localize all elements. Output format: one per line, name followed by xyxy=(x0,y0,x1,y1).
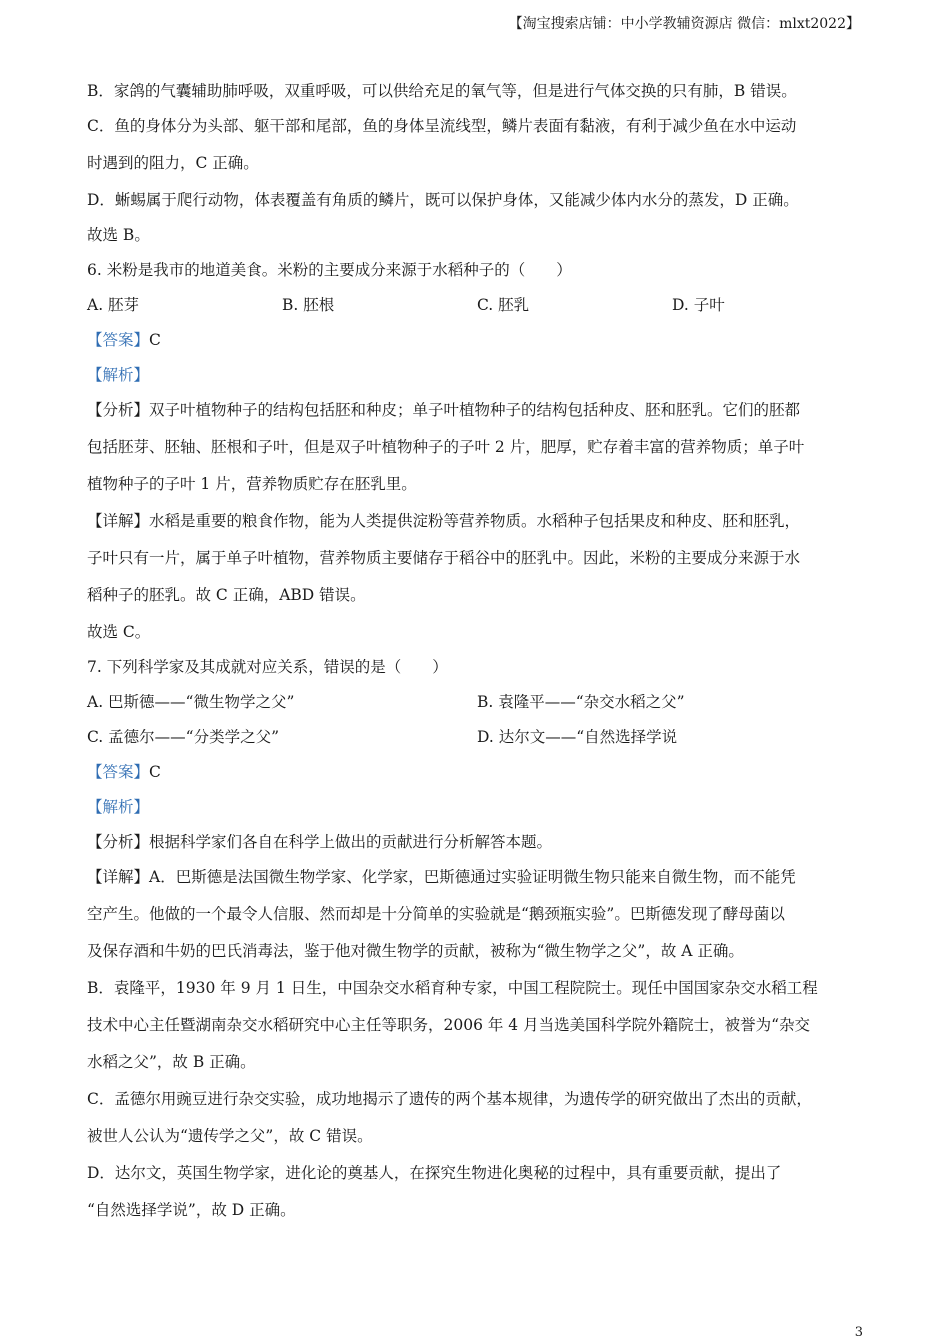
q6-answer xyxy=(87,327,867,362)
q6-conclusion: 故选 C。 xyxy=(87,623,151,641)
q7-option-a: A. 巴斯德——“微生物学之父” xyxy=(87,693,295,711)
q7-xiangjie-a-line2: 空产生。他做的一个最令人信服、然而却是十分简单的实验就是“鹅颈瓶实验”。巴斯德发现了酵母菌以 xyxy=(87,905,785,923)
q6-xiangjie-line2: 子叶只有一片，属于单子叶植物，营养物质主要储存于稻谷中的胚乳中。因此，米粉的主要成分来源于水 xyxy=(87,549,801,567)
answer-value: C xyxy=(149,331,161,349)
q7-xiangjie-b-line2: 技术中心主任暨湖南杂交水稻研究中心主任等职务，2006 年 4 月当选美国科学院外籍院士，被誉为“杂交 xyxy=(87,1016,811,1034)
fenxi-text: 根据科学家们各自在科学上做出的贡献进行分析解答本题。 xyxy=(149,833,553,851)
q7-option-b: B. 袁隆平——“杂交水稻之父” xyxy=(477,693,685,711)
q7-xiangjie-d-line2: “自然选择学说”，故 D 正确。 xyxy=(87,1201,296,1219)
page-number: 3 xyxy=(854,1325,863,1340)
q7-analysis-tag: 【解析】 xyxy=(87,798,150,816)
q7-answer xyxy=(87,759,867,794)
q5-conclusion: 故选 B。 xyxy=(87,226,150,244)
xiangjie-text: A．巴斯德是法国微生物学家、化学家，巴斯德通过实验证明微生物只能来自微生物，而不能凭 xyxy=(149,868,796,886)
q6-option-a: A. 胚芽 xyxy=(87,296,140,314)
q6-option-b: B. 胚根 xyxy=(282,296,335,314)
xiangjie-text: 水稻是重要的粮食作物，能为人类提供淀粉等营养物质。水稻种子包括果皮和种皮、胚和胚乳， xyxy=(149,512,801,530)
q7-xiangjie-c-line1: C．孟德尔用豌豆进行杂交实验，成功地揭示了遗传的两个基本规律，为遗传学的研究做出了杰出的贡献， xyxy=(87,1090,812,1108)
answer-tag: 【答案】 xyxy=(87,763,150,781)
q7-xiangjie-a-line3: 及保存酒和牛奶的巴氏消毒法，鉴于他对微生物学的贡献，被称为“微生物学之父”，故 A 正确。 xyxy=(87,942,744,960)
q6-analysis-tag: 【解析】 xyxy=(87,366,150,384)
answer-tag: 【答案】 xyxy=(87,331,150,349)
q7-xiangjie-b-line3: 水稻之父”，故 B 正确。 xyxy=(87,1053,256,1071)
q7-xiangjie-b-line1: B．袁隆平，1930 年 9 月 1 日生，中国杂交水稻育种专家，中国工程院院士。现任中国国家杂交水稻工程 xyxy=(87,979,818,997)
q7-xiangjie-d-line1: D．达尔文，英国生物学家，进化论的奠基人，在探究生物进化奥秘的过程中，具有重要贡献，提出了 xyxy=(87,1164,782,1182)
q7-options-row2 xyxy=(87,724,867,759)
q6-stem: 6. 米粉是我市的地道美食。米粉的主要成分来源于水稻种子的（ ） xyxy=(87,261,572,279)
q5-option-d-explanation: D．蜥蜴属于爬行动物，体表覆盖有角质的鳞片，既可以保护身体，又能减少体内水分的蒸发，D 正确。 xyxy=(87,191,799,209)
q6-fenxi-line2: 包括胚芽、胚轴、胚根和子叶，但是双子叶植物种子的子叶 2 片，肥厚，贮存着丰富的营养物质；单子叶 xyxy=(87,438,805,456)
q7-xiangjie-a-line1 xyxy=(87,864,867,901)
fenxi-tag: 【分析】 xyxy=(87,401,150,419)
answer-value: C xyxy=(149,763,161,781)
xiangjie-tag: 【详解】 xyxy=(87,512,150,530)
q6-fenxi-line1 xyxy=(87,397,867,434)
q5-option-c-explanation-line2: 时遇到的阻力，C 正确。 xyxy=(87,154,259,172)
q7-xiangjie-c-line2: 被世人公认为“遗传学之父”，故 C 错误。 xyxy=(87,1127,373,1145)
q7-option-d: D. 达尔文——“自然选择学说 xyxy=(477,728,678,746)
q7-stem: 7. 下列科学家及其成就对应关系，错误的是（ ） xyxy=(87,658,448,676)
xiangjie-tag: 【详解】 xyxy=(87,868,150,886)
q5-option-b-explanation: B．家鸽的气囊辅助肺呼吸，双重呼吸，可以供给充足的氧气等，但是进行气体交换的只有肺，B 错误。 xyxy=(87,82,797,100)
fenxi-tag: 【分析】 xyxy=(87,833,150,851)
q6-options xyxy=(87,292,867,327)
q6-xiangjie-line3: 稻种子的胚乳。故 C 正确，ABD 错误。 xyxy=(87,586,366,604)
q6-option-c: C. 胚乳 xyxy=(477,296,530,314)
page-header: 【淘宝搜索店铺：中小学教辅资源店 微信：mlxt2022】 xyxy=(508,16,860,32)
fenxi-text: 双子叶植物种子的结构包括胚和种皮；单子叶植物种子的结构包括种皮、胚和胚乳。它们的胚都 xyxy=(149,401,801,419)
q7-options-row1 xyxy=(87,689,867,724)
q6-xiangjie-line1 xyxy=(87,508,867,545)
q7-fenxi xyxy=(87,829,867,864)
q7-option-c: C. 孟德尔——“分类学之父” xyxy=(87,728,280,746)
page-content xyxy=(87,78,867,1234)
q5-option-c-explanation-line1: C．鱼的身体分为头部、躯干部和尾部，鱼的身体呈流线型，鳞片表面有黏液，有利于减少鱼在水中运动 xyxy=(87,117,797,135)
q6-fenxi-line3: 植物种子的子叶 1 片，营养物质贮存在胚乳里。 xyxy=(87,475,417,493)
q6-option-d: D. 子叶 xyxy=(672,296,725,314)
